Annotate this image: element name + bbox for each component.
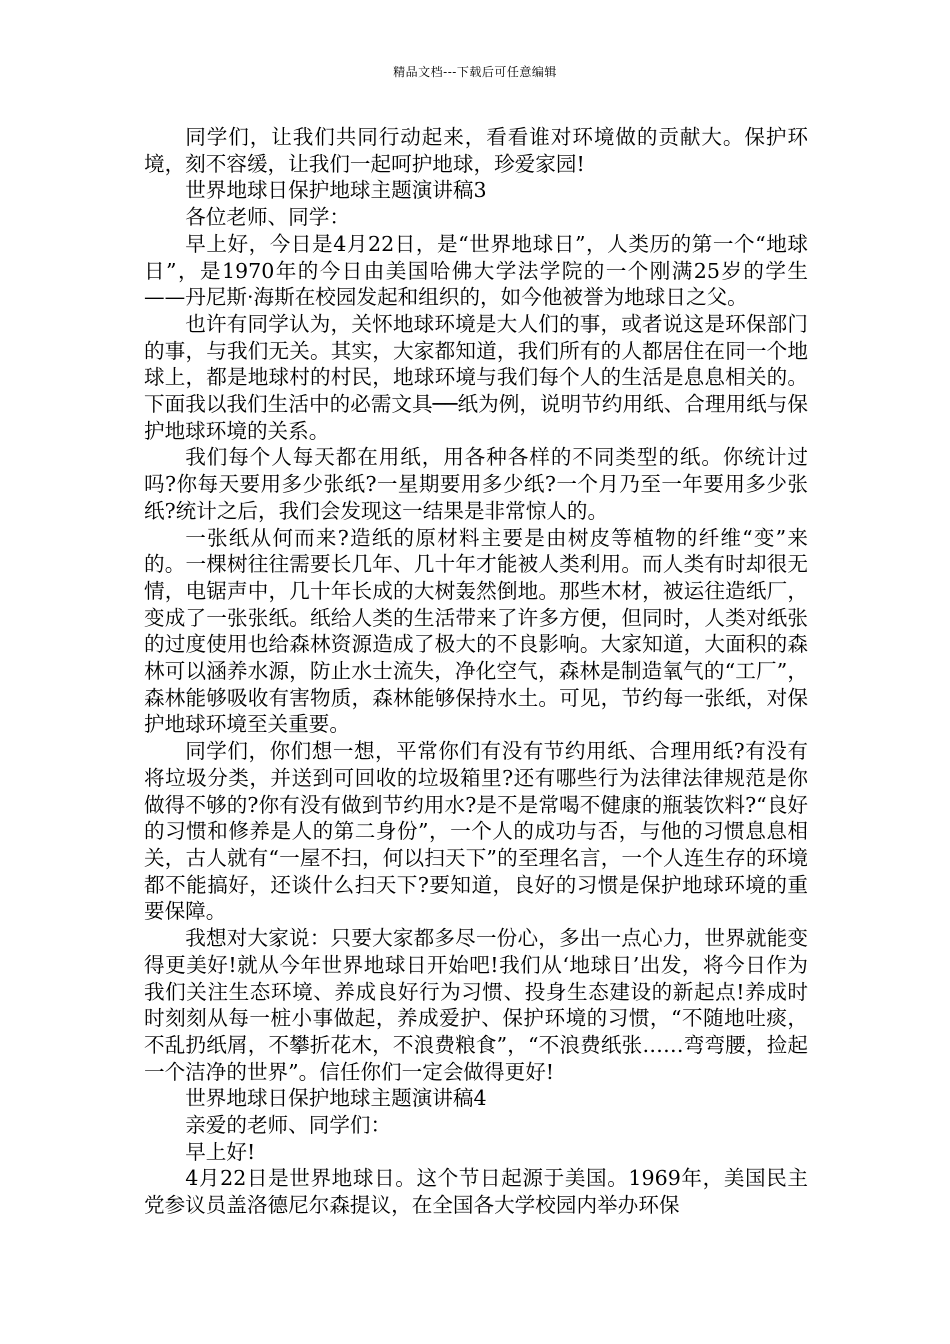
speech-title-3: 世界地球日保护地球主题演讲稿3 [185, 178, 487, 203]
greeting-4: 亲爱的老师、同学们： [185, 1113, 392, 1138]
paragraph-closing-call: 同学们，让我们共同行动起来，看看谁对环境做的贡献大。保护环境，刻不容缓，让我们一起呵护地球，珍爱家园! [144, 125, 808, 176]
document-body [144, 124, 808, 1219]
greeting-3: 各位老师、同学： [185, 205, 350, 230]
paragraph-paper-origin: 一张纸从何而来?造纸的原材料主要是由树皮等植物的纤维“变”来的。一棵树往往需要长几年、几十年才能被人类利用。而人类有时却很无情，电锯声中，几十年长成的大树轰然倒地。那些木材，被运往造纸厂，变成了一张张纸。纸给人类的生活带来了许多方便，但同时，人类对纸张的过度使用也给森林资源造成了极大的不良影响。大家知道，大面积的森林可以涵养水源，防止水士流失，净化空气，森林是制造氧气的“工厂”，森林能够吸收有害物质，森林能够保持水土。可见，节约每一张纸，对保护地球环境至关重要。 [144, 525, 808, 737]
paragraph-call-to-action: 我想对大家说：只要大家都多尽一份心，多出一点心力，世界就能变得更美好!就从今年世界地球日开始吧!我们从‘地球日’出发，将今日作为我们关注生态环境、养成良好行为习惯、投身生态建设的新起点!养成时时刻刻从每一桩小事做起，养成爱护、保护环境的习惯，“不随地吐痰，不乱扔纸屑，不攀折花木，不浪费粮食”，“不浪费纸张……弯弯腰，捡起一个洁净的世界”。信任你们一定会做得更好! [144, 926, 808, 1084]
paragraph-environment-responsibility: 也许有同学认为，关怀地球环境是大人们的事，或者说这是环保部门的事，与我们无关。其实，大家都知道，我们所有的人都居住在同一个地球上，都是地球村的村民，地球环境与我们每个人的生活是息息相关的。下面我以我们生活中的必需文具──纸为例，说明节约用纸、合理用纸与保护地球环境的关系。 [144, 311, 808, 443]
speech-title-4: 世界地球日保护地球主题演讲稿4 [185, 1086, 487, 1111]
paragraph-paper-usage: 我们每个人每天都在用纸，用各种各样的不同类型的纸。你统计过吗?你每天要用多少张纸?一星期要用多少纸?一个月乃至一年要用多少张纸?统计之后，我们会发现这一结果是非常惊人的。 [144, 445, 808, 523]
page-header: 精品文档---下载后可任意编辑 [393, 65, 557, 79]
paragraph-earth-day-origin: 早上好，今日是4月22日，是“世界地球日”，人类历的第一个“地球日”，是1970年的今日由美国哈佛大学法学院的一个刚满25岁的学生——丹尼斯·海斯在校园发起和组织的，如今他被誉为地球日之父。 [144, 231, 808, 310]
good-morning: 早上好! [185, 1139, 256, 1164]
paragraph-earth-day-history: 4月22日是世界地球日。这个节日起源于美国。1969年，美国民主党参议员盖洛德尼尔森提议，在全国各大学校园内举办环保 [144, 1166, 808, 1218]
paragraph-good-habits: 同学们，你们想一想，平常你们有没有节约用纸、合理用纸?有没有将垃圾分类，并送到可回收的垃圾箱里?还有哪些行为法律法律规范是你做得不够的?你有没有做到节约用水?是不是常喝不健康的瓶装饮料?“良好的习惯和修养是人的第二身份”，一个人的成功与否，与他的习惯息息相关，古人就有“一屋不扫，何以扫天下”的至理名言，一个人连生存的环境都不能搞好，还谈什么扫天下?要知道，良好的习惯是保护地球环境的重要保障。 [144, 739, 808, 924]
